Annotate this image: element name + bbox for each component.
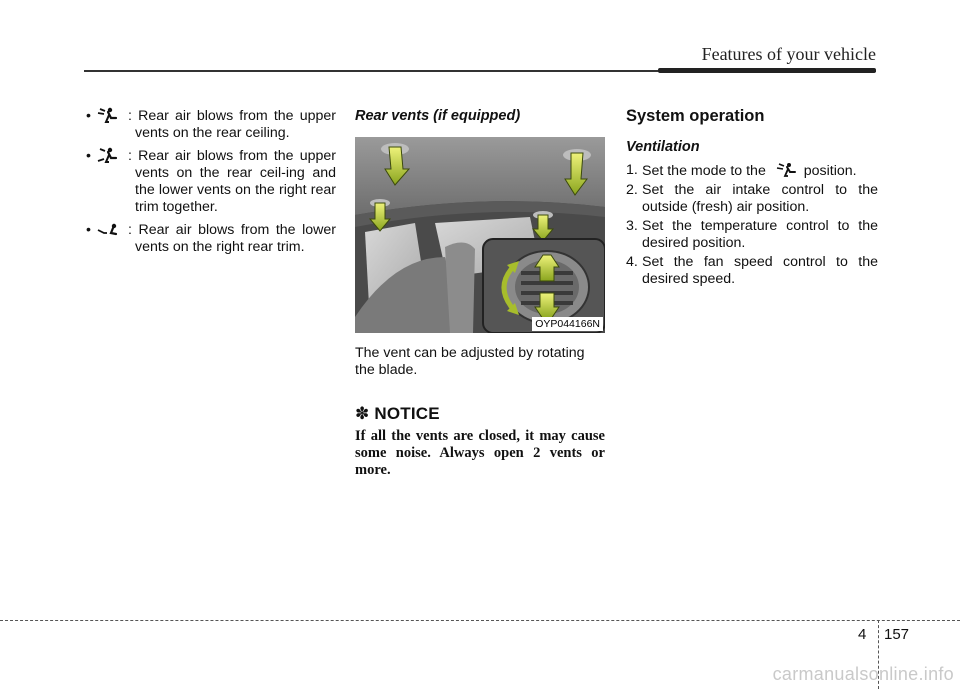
watermark: carmanualsonline.info xyxy=(772,664,954,684)
vent-upper-icon xyxy=(770,162,800,178)
rear-vents-heading: Rear vents (if equipped) xyxy=(355,108,521,124)
rear-vents-photo xyxy=(355,137,605,333)
list-item: 1. Set the mode to the position. xyxy=(626,162,857,179)
bullet-text: : Rear air blows from the upper vents on the rear ceil-ing and the lower vents on the right rear trim together. xyxy=(128,148,336,215)
system-operation-heading: System operation xyxy=(626,107,765,125)
vent-upper-lower-icon xyxy=(96,147,120,165)
bullet-item: • : Rear air blows from the lower vents on the right rear trim. xyxy=(86,222,336,255)
bullet-text: : Rear air blows from the lower vents on the right rear trim. xyxy=(128,222,336,255)
vent-upper-icon xyxy=(96,107,120,125)
page-number: 157 xyxy=(884,626,910,643)
notice-body: If all the vents are closed, it may cause some noise. Always open 2 vents or more. xyxy=(355,428,605,478)
left-column xyxy=(86,108,336,262)
middle-column xyxy=(355,108,605,479)
list-item: 2. Set the air intake control to the outside (fresh) air position. xyxy=(626,182,878,215)
bullet-item: • : Rear air blows from the upper vents on the rear ceiling. xyxy=(86,108,336,141)
rear-vents-illustration xyxy=(355,137,605,333)
bullet-item: • : Rear air blows from the upper vents on the rear ceil-ing and the lower vents on the right rear trim together. xyxy=(86,148,336,215)
header-accent-bar xyxy=(658,68,876,73)
vent-lower-icon xyxy=(96,221,120,239)
notice-heading: ✽ NOTICE xyxy=(355,404,440,423)
footer-rule xyxy=(0,620,960,621)
rear-vents-paragraph: The vent can be adjusted by rotating the blade. xyxy=(355,345,585,378)
right-column xyxy=(626,108,878,290)
ventilation-subheading: Ventilation xyxy=(626,139,700,155)
page-header-title: Features of your vehicle xyxy=(701,44,876,64)
bullet-text: : Rear air blows from the upper vents on the rear ceiling. xyxy=(128,108,336,141)
list-item: 4. Set the fan speed control to the desired speed. xyxy=(626,254,878,287)
photo-caption: OYP044166N xyxy=(532,317,603,331)
list-item: 3. Set the temperature control to the desired position. xyxy=(626,218,878,251)
chapter-number: 4 xyxy=(858,626,867,643)
